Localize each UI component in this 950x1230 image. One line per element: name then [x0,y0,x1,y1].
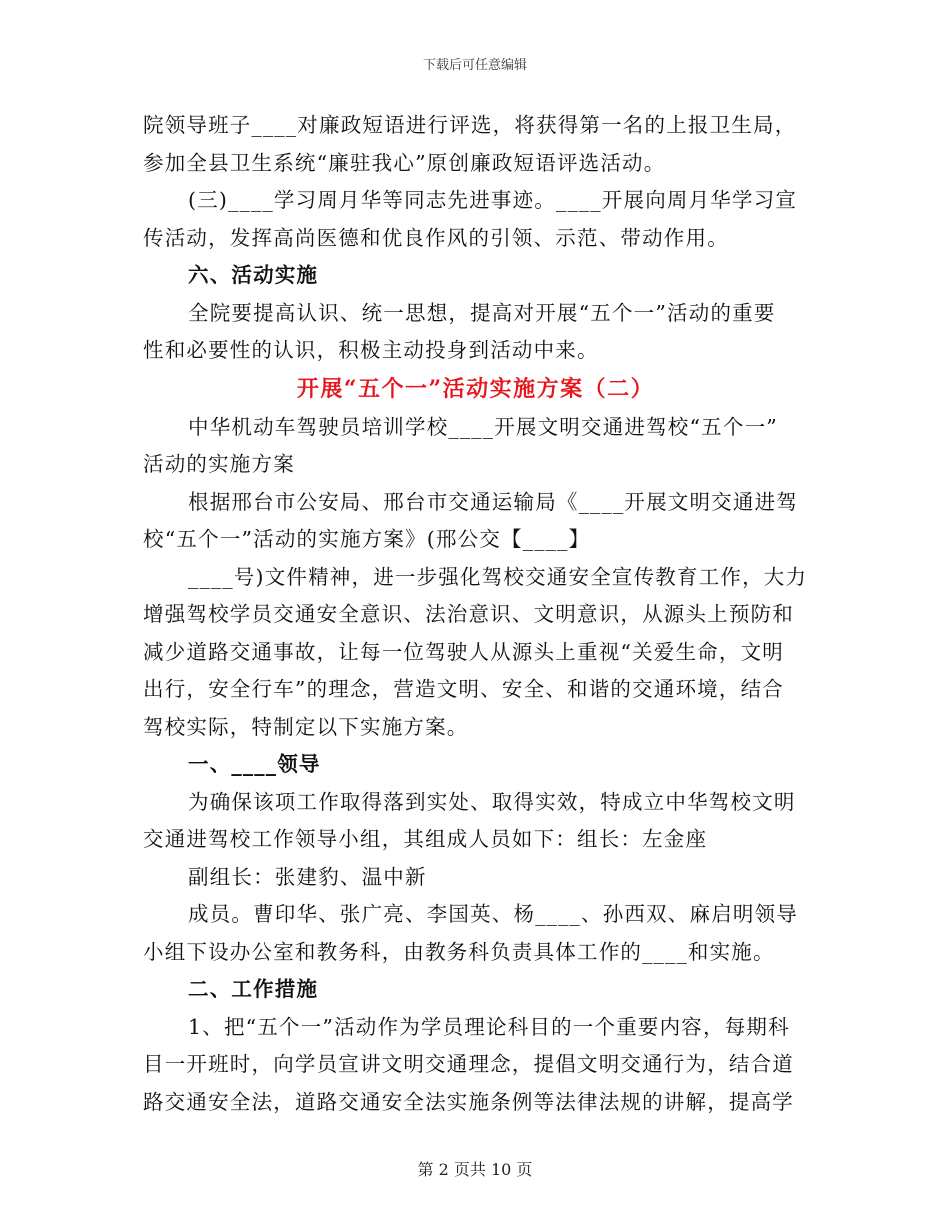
paragraph-line: 院领导班子____对廉政短语进行评选，将获得第一名的上报卫生局， [143,113,797,137]
paragraph-line: 校“五个一”活动的实施方案》(邢公交【____】 [143,527,591,551]
paragraph-line: 小组下设办公室和教务科，由教务科负责具体工作的____和实施。 [143,939,775,964]
paragraph-line: 成员。曹印华、张广亮、李国英、杨____、孙西双、麻启明领导 [188,902,798,926]
section-heading: 二、工作措施 [188,977,319,1001]
paragraph-line: 活动的实施方案 [143,452,295,476]
paragraph-line: 传活动，发挥高尚医德和优良作风的引领、示范、带动作用。 [143,225,729,250]
paragraph-line: 增强驾校学员交通安全意识、法治意识、文明意识，从源头上预防和 [143,602,794,626]
paragraph-line: 参加全县卫生系统“廉驻我心”原创廉政短语评选活动。 [143,150,666,175]
paragraph-line: 出行，安全行车”的理念，营造文明、安全、和谐的交通环境，结合 [143,677,784,701]
paragraph-line: 路交通安全法，道路交通安全法实施条例等法律法规的讲解，提高学 [143,1089,794,1114]
section-heading: 一、____领导 [188,752,321,776]
paragraph-line: 性和必要性的认识，积极主动投身到活动中来。 [143,338,599,362]
paragraph-line: 副组长：张建豹、温中新 [188,864,427,889]
document-body [143,107,808,1121]
paragraph-line: 中华机动车驾驶员培训学校____开展文明交通进驾校“五个一” [188,414,778,439]
section-heading: 六、活动实施 [188,263,319,287]
document-title: 开展“五个一”活动实施方案（二） [296,375,655,402]
page-footer: 第 2 页共 10 页 [417,1160,533,1179]
paragraph-line: 目一开班时，向学员宣讲文明交通理念，提倡文明交通行为，结合道 [143,1052,794,1076]
paragraph-line: 1、把“五个一”活动作为学员理论科目的一个重要内容，每期科 [188,1014,790,1039]
page-header: 下载后可任意编辑 [422,58,527,73]
paragraph-line: 交通进驾校工作领导小组，其组成人员如下：组长：左金座 [143,827,708,851]
paragraph-line: 减少道路交通事故，让每一位驾驶人从源头上重视“关爱生命，文明 [143,639,784,664]
paragraph-line: 驾校实际，特制定以下实施方案。 [143,714,469,739]
paragraph-line: (三)____学习周月华等同志先进事迹。____开展向周月华学习宣 [188,188,798,212]
paragraph-line: ____号)文件精神，进一步强化驾校交通安全宣传教育工作，大力 [188,564,808,589]
paragraph-line: 为确保该项工作取得落到实处、取得实效，特成立中华驾校文明 [188,789,796,814]
paragraph-line: 全院要提高认识、统一思想，提高对开展“五个一”活动的重要 [188,300,776,325]
paragraph-line: 根据邢台市公安局、邢台市交通运输局《____开展文明交通进驾 [188,489,798,514]
